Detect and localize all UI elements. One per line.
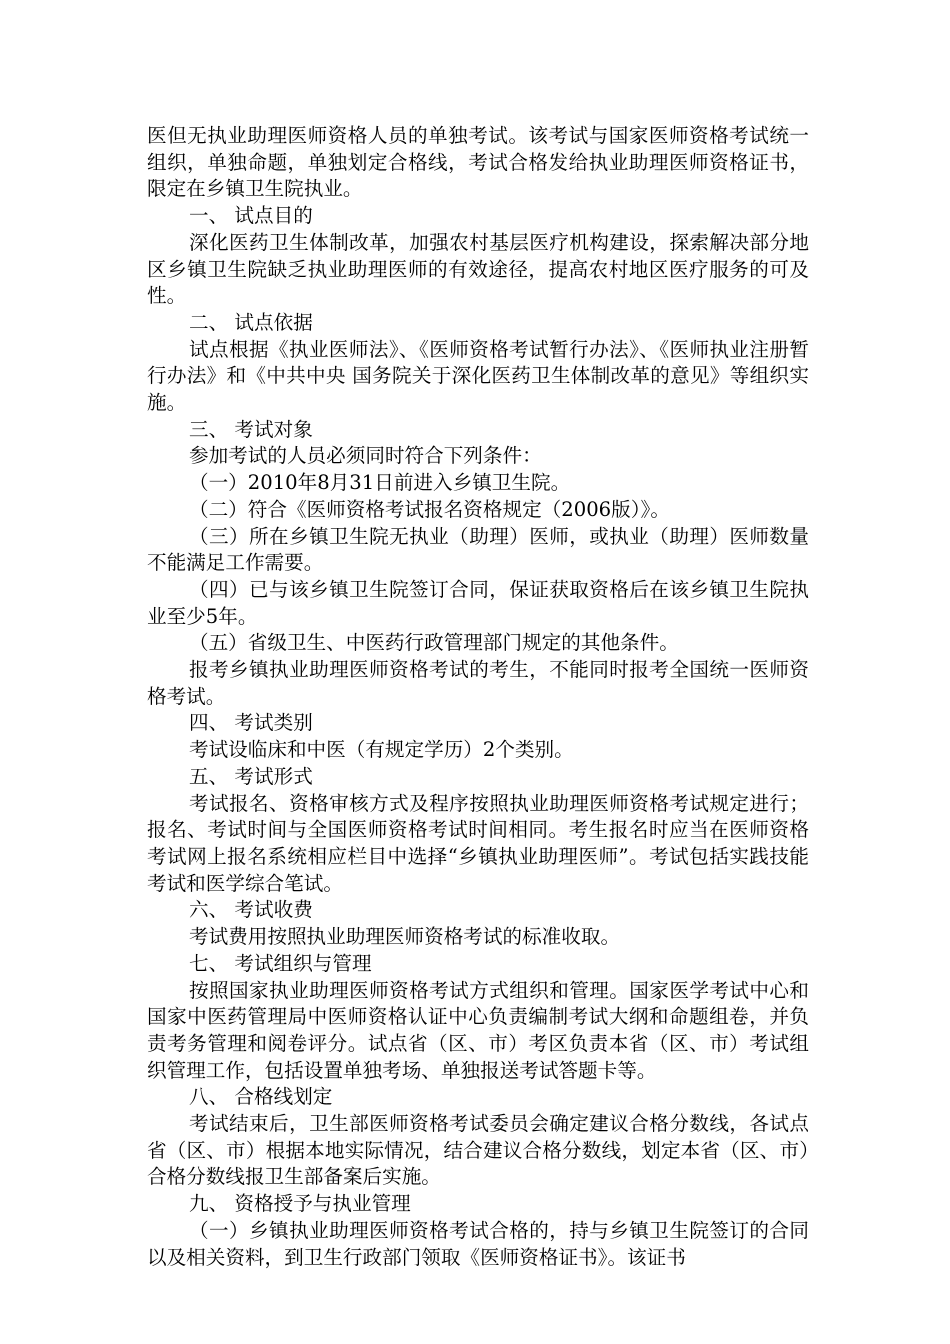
list-item-condition-4: （四）已与该乡镇卫生院签订合同，保证获取资格后在该乡镇卫生院执业至少5年。 — [147, 577, 809, 628]
section-heading-qualification: 九、 资格授予与执业管理 — [189, 1192, 411, 1216]
paragraph-basis: 试点根据《执业医师法》、《医师资格考试暂行办法》、《医师执业注册暂行办法》和《中共中央 国务院关于深化医药卫生体制改革的意见》等组织实施。 — [147, 337, 809, 415]
document-body — [147, 123, 809, 1271]
paragraph-candidates-note: 报考乡镇执业助理医师资格考试的考生，不能同时报考全国统一医师资格考试。 — [147, 658, 809, 708]
section-heading-candidates: 三、 考试对象 — [189, 417, 313, 441]
paragraph-purpose: 深化医药卫生体制改革，加强农村基层医疗机构建设，探索解决部分地区乡镇卫生院缺乏执业助理医师的有效途径，提高农村地区医疗服务的可及性。 — [147, 230, 809, 308]
paragraph-qualification: （一）乡镇执业助理医师资格考试合格的，持与乡镇卫生院签订的合同以及相关资料，到卫生行政部门领取《医师资格证书》。该证书 — [147, 1218, 809, 1269]
paragraph-passing-line: 考试结束后，卫生部医师资格考试委员会确定建议合格分数线，各试点省（区、市）根据本地实际情况，结合建议合格分数线，划定本省（区、市）合格分数线报卫生部备案后实施。 — [147, 1112, 809, 1189]
list-item-condition-1: （一）2010年8月31日前进入乡镇卫生院。 — [189, 471, 571, 495]
paragraph-candidates-intro: 参加考试的人员必须同时符合下列条件： — [189, 444, 542, 468]
section-heading-purpose: 一、 试点目的 — [189, 204, 313, 228]
list-item-condition-2: （二）符合《医师资格考试报名资格规定（2006版）》。 — [189, 497, 670, 521]
paragraph-fees: 考试费用按照执业助理医师资格考试的标准收取。 — [189, 925, 621, 949]
section-heading-categories: 四、 考试类别 — [189, 711, 313, 735]
list-item-condition-5: （五）省级卫生、中医药行政管理部门规定的其他条件。 — [189, 631, 679, 655]
section-heading-fees: 六、 考试收费 — [189, 898, 313, 922]
list-item-condition-3: （三）所在乡镇卫生院无执业（助理）医师，或执业（助理）医师数量不能满足工作需要。 — [147, 524, 809, 575]
section-heading-passing-line: 八、 合格线划定 — [189, 1085, 333, 1109]
section-heading-organization: 七、 考试组织与管理 — [189, 951, 372, 975]
paragraph-format: 考试报名、资格审核方式及程序按照执业助理医师资格考试规定进行；报名、考试时间与全国医师资格考试时间相同。考生报名时应当在医师资格考试网上报名系统相应栏目中选择“乡镇执业助理医师”。考试包括实践技能考试和医学综合笔试。 — [147, 791, 809, 895]
section-heading-format: 五、 考试形式 — [189, 764, 313, 788]
paragraph-intro: 医但无执业助理医师资格人员的单独考试。该考试与国家医师资格考试统一组织，单独命题，单独划定合格线，考试合格发给执业助理医师资格证书，限定在乡镇卫生院执业。 — [147, 124, 809, 201]
paragraph-organization: 按照国家执业助理医师资格考试方式组织和管理。国家医学考试中心和国家中医药管理局中医师资格认证中心负责编制考试大纲和命题组卷，并负责考务管理和阅卷评分。试点省（区、市）考区负责本省（区、市）考试组织管理工作，包括设置单独考场、单独报送考试答题卡等。 — [147, 978, 809, 1082]
paragraph-categories: 考试设临床和中医（有规定学历）2个类别。 — [189, 738, 574, 762]
section-heading-basis: 二、 试点依据 — [189, 310, 313, 334]
